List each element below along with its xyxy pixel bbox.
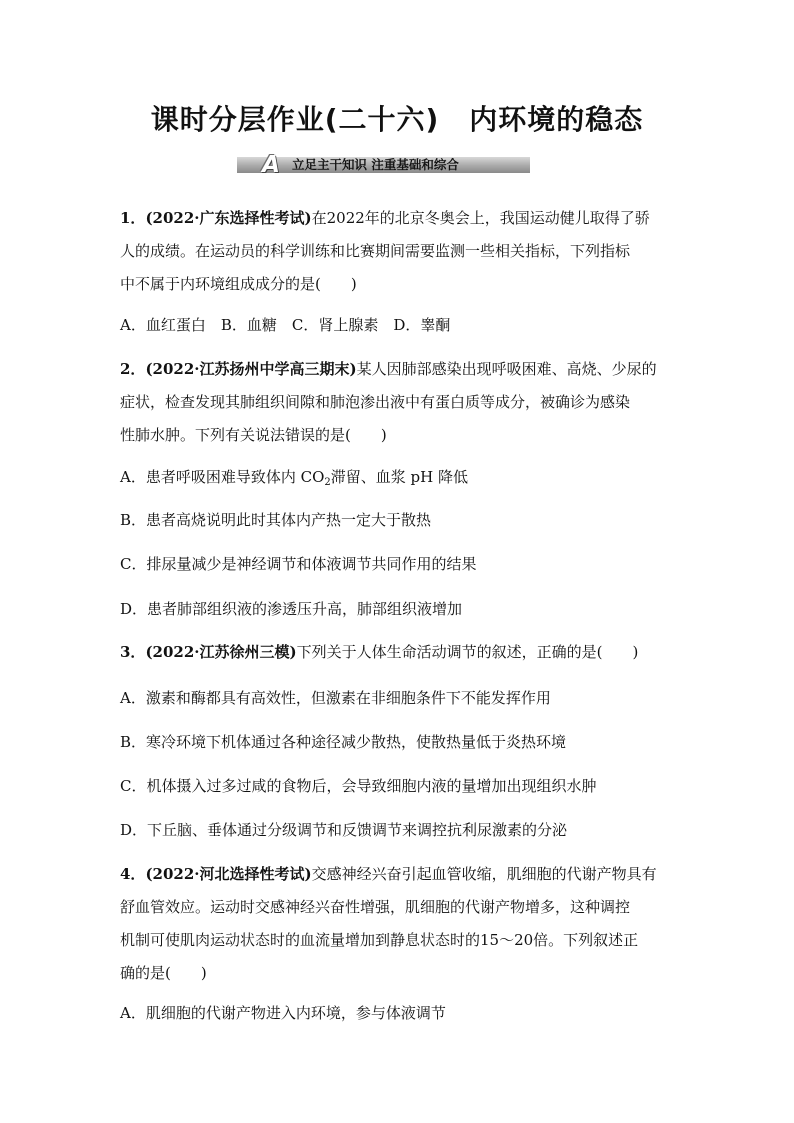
question-4-line-4: 确的是( ): [120, 964, 207, 982]
question-3-line-1: [120, 636, 680, 669]
title-sub: 内环境的稳态: [469, 103, 644, 136]
question-3-option-b: B．寒冷环境下机体通过各种途径减少散热，使散热量低于炎热环境: [120, 733, 567, 751]
question-2-line-3: 性肺水肿。下列有关说法错误的是( ): [120, 426, 387, 444]
option-a-subscript: 2: [324, 477, 331, 488]
question-number: 2．: [120, 360, 146, 378]
question-4-line-1: [120, 858, 680, 891]
question-2-line-2: 症状，检查发现其肺组织间隙和肺泡渗出液中有蛋白质等成分，被确诊为感染: [120, 393, 631, 411]
question-1: [120, 202, 680, 301]
section-banner: [237, 153, 530, 177]
question-number: 4．: [120, 865, 146, 883]
question-4-line-3: 机制可使肌肉运动状态时的血流量增加到静息状态时的15～20倍。下列叙述正: [120, 931, 639, 949]
question-4-line-2: 舒血管效应。运动时交感神经兴奋性增强，肌细胞的代谢产物增多，这种调控: [120, 898, 631, 916]
question-number: 1．: [120, 209, 146, 227]
question-text: 交感神经兴奋引起血管收缩，肌细胞的代谢产物具有: [311, 865, 657, 883]
question-2-option-a: [120, 466, 680, 488]
option-a-suffix: 滞留、血浆 pH 降低: [330, 468, 468, 486]
question-1-line-3: 中不属于内环境组成成分的是( ): [120, 275, 357, 293]
question-source: (2022·江苏扬州中学高三期末): [145, 360, 357, 378]
question-source: (2022·广东选择性考试): [145, 209, 312, 227]
question-3-option-a: A．激素和酶都具有高效性，但激素在非细胞条件下不能发挥作用: [120, 689, 551, 707]
question-2-option-c: C．排尿量减少是神经调节和体液调节共同作用的结果: [120, 555, 477, 573]
question-3-option-c: C．机体摄入过多过咸的食物后，会导致细胞内液的量增加出现组织水肿: [120, 777, 597, 795]
question-number: 3．: [120, 643, 146, 661]
question-4: [120, 858, 680, 990]
option-a-prefix: A．患者呼吸困难导致体内 CO: [120, 468, 325, 486]
question-2-option-d: D．患者肺部组织液的渗透压升高，肺部组织液增加: [120, 600, 463, 618]
page-title: [0, 98, 794, 138]
question-text: 某人因肺部感染出现呼吸困难、高烧、少尿的: [356, 360, 657, 378]
question-2-option-b: B．患者高烧说明此时其体内产热一定大于散热: [120, 511, 432, 529]
banner-text: 立足主干知识 注重基础和综合: [292, 157, 459, 172]
question-1-line-1: [120, 202, 680, 235]
question-2-line-1: [120, 353, 680, 386]
question-3-option-d: D．下丘脑、垂体通过分级调节和反馈调节来调控抗利尿激素的分泌: [120, 821, 568, 839]
section-a-badge-icon: A: [262, 152, 280, 178]
question-source: (2022·河北选择性考试): [145, 865, 312, 883]
question-2: [120, 353, 680, 452]
question-3: [120, 636, 680, 669]
question-1-line-2: 人的成绩。在运动员的科学训练和比赛期间需要监测一些相关指标，下列指标: [120, 242, 631, 260]
question-source: (2022·江苏徐州三模): [145, 643, 297, 661]
title-main: 课时分层作业(二十六): [150, 103, 440, 136]
question-4-option-a: A．肌细胞的代谢产物进入内环境，参与体液调节: [120, 1004, 446, 1022]
question-1-options: A．血红蛋白 B．血糖 C．肾上腺素 D．睾酮: [120, 316, 451, 334]
question-text: 在2022年的北京冬奥会上，我国运动健儿取得了骄: [311, 209, 650, 227]
question-text: 下列关于人体生命活动调节的叙述，正确的是( ): [296, 643, 639, 661]
